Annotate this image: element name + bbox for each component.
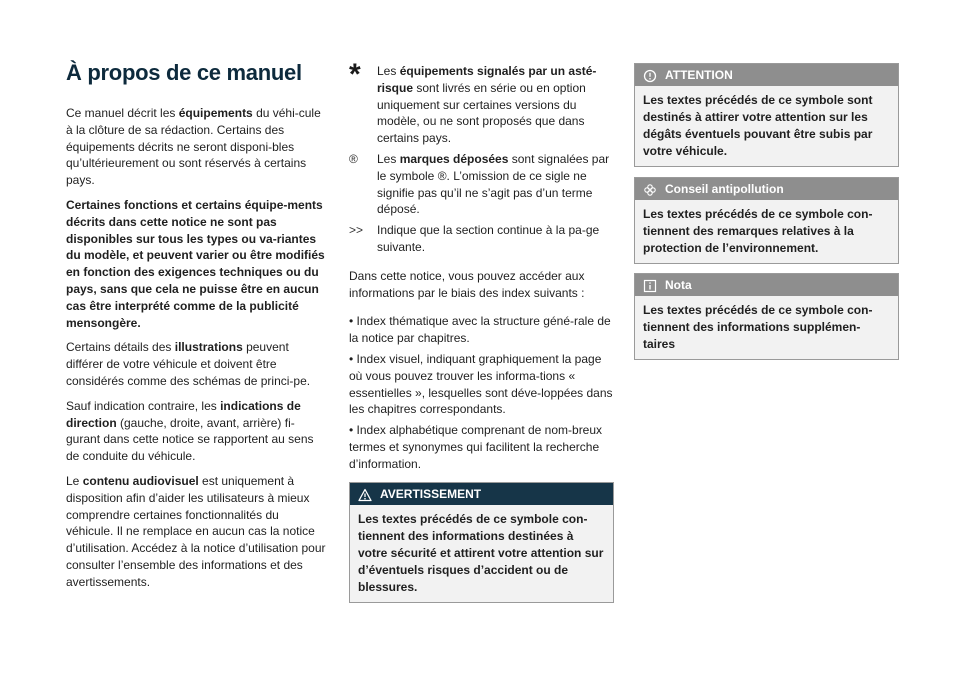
- text: du véhi-cule à la clôture de sa rédaction. Certains des équipements décrits ne seront disponi-bles qu’ultérieurement ou sont réservés à certains pays.: [66, 106, 321, 188]
- attention-header: [635, 64, 898, 86]
- text-bold: indications de direction: [66, 398, 301, 430]
- eco-flower-icon: [643, 182, 657, 196]
- registered-icon: ®: [349, 151, 358, 166]
- eco-text: Les textes précédés de ce symbole con-tiennent des remarques relatives à la protection de l’environnement.: [643, 207, 873, 255]
- text: sont livrés en série ou en option uniquement sur certaines versions du modèle, ou ne sont proposés que dans certains pays.: [377, 80, 586, 146]
- index-intro: Dans cette notice, vous pouvez accéder aux informations par le biais des index suivants :: [349, 268, 585, 300]
- text: (gauche, droite, avant, arrière) fi-gurant dans cette notice se rapportent au sens de conduite du véhicule.: [66, 415, 314, 464]
- index-bullet: • Index visuel, indiquant graphiquement la page où vous pouvez trouver les informa-tions « essentielles », lesquelles sont déve-loppées dans les chapitres correspondants.: [349, 351, 613, 417]
- info-icon: [643, 278, 657, 292]
- warning-triangle-icon: [358, 487, 372, 501]
- symbol-text: Indique que la section continue à la pa-ge suivante.: [377, 223, 600, 254]
- attention-heading: ATTENTION: [665, 68, 733, 82]
- text: Les: [377, 64, 400, 78]
- warning-box: [349, 482, 614, 603]
- symbol-text: [377, 63, 614, 147]
- symbol-text: [377, 151, 614, 218]
- text: Les: [377, 151, 400, 166]
- page-title: À propos de ce manuel: [66, 60, 302, 85]
- intro-text: [66, 105, 328, 599]
- index-bullet: • Index thématique avec la structure géné-rale de la notice par chapitres.: [349, 314, 611, 346]
- paragraph-equipements: [66, 105, 328, 189]
- paragraph-disclaimer: Certaines fonctions et certains équipe-ments décrits dans cette notice ne sont pas disponibles sur tous les types ou va-riantes du modèle, et peuvent varier ou être modifiés en fonction des exigences techniques ou du pays, sans que cela ne puisse être en aucun cas être interprété comme de la publicité mensongère.: [66, 197, 325, 330]
- attention-circle-icon: [643, 68, 657, 82]
- paragraph-direction: [66, 398, 328, 465]
- double-chevron-icon: >>: [349, 223, 364, 238]
- warning-text: Les textes précédés de ce symbole con-tiennent des informations destinées à votre sécurité et attirent votre attention sur d’éventuels risques d’accident ou de blessures.: [358, 512, 604, 594]
- attention-box: [634, 63, 899, 167]
- nota-header: [635, 274, 898, 296]
- text-bold: marques déposées: [399, 151, 509, 166]
- symbol-row-asterisk: [349, 58, 614, 147]
- text: sont signalées par le symbole ®. L’omission de ce sigle ne signifie pas qu’il ne s’agit pas d’un terme déposé.: [377, 151, 610, 217]
- eco-heading: Conseil antipollution: [665, 182, 784, 196]
- eco-header: [635, 178, 898, 200]
- warning-header: [350, 483, 613, 505]
- symbol-row-registered: [349, 151, 614, 218]
- nota-text: Les textes précédés de ce symbole con-tiennent des informations supplémen-taires: [643, 303, 873, 351]
- paragraph-illustrations: [66, 339, 328, 389]
- text-bold: illustrations: [174, 340, 243, 355]
- text: peuvent différer de votre véhicule et doivent être considérés comme des schémas de princi-pe.: [66, 340, 311, 388]
- text-bold: équipements signalés par un asté-risque: [377, 64, 597, 95]
- text-bold: contenu audiovisuel: [82, 473, 199, 488]
- asterisk-icon: *: [349, 58, 361, 91]
- index-bullet: • Index alphabétique comprenant de nom-breux termes et synonymes qui facilitent la recherche d’information.: [349, 423, 603, 471]
- paragraph-audiovisuel: [66, 473, 328, 591]
- eco-box: [634, 177, 899, 264]
- text-bold: équipements: [178, 106, 253, 120]
- text: Ce manuel décrit les: [66, 106, 179, 120]
- symbols-and-index: [349, 58, 614, 477]
- text: Sauf indication contraire, les: [66, 398, 221, 413]
- attention-text: Les textes précédés de ce symbole sont destinés à attirer votre attention sur les dégâts éventuels pouvant être subis par votre véhicule.: [643, 93, 873, 158]
- nota-heading: Nota: [665, 278, 692, 292]
- text: Certains détails des: [66, 340, 175, 355]
- symbol-row-continue: [349, 222, 614, 256]
- text: est uniquement à disposition afin d’aider les utilisateurs à mieux comprendre certaines fonctionnalités du véhicule. Il ne remplace en aucun cas la notice d’utilisation. Accédez à la notice d’utilisation pour consulter l’ensemble des informations et des avertissements.: [66, 473, 326, 589]
- nota-box: [634, 273, 899, 360]
- text: Le: [66, 473, 83, 488]
- warning-heading: AVERTISSEMENT: [380, 487, 482, 501]
